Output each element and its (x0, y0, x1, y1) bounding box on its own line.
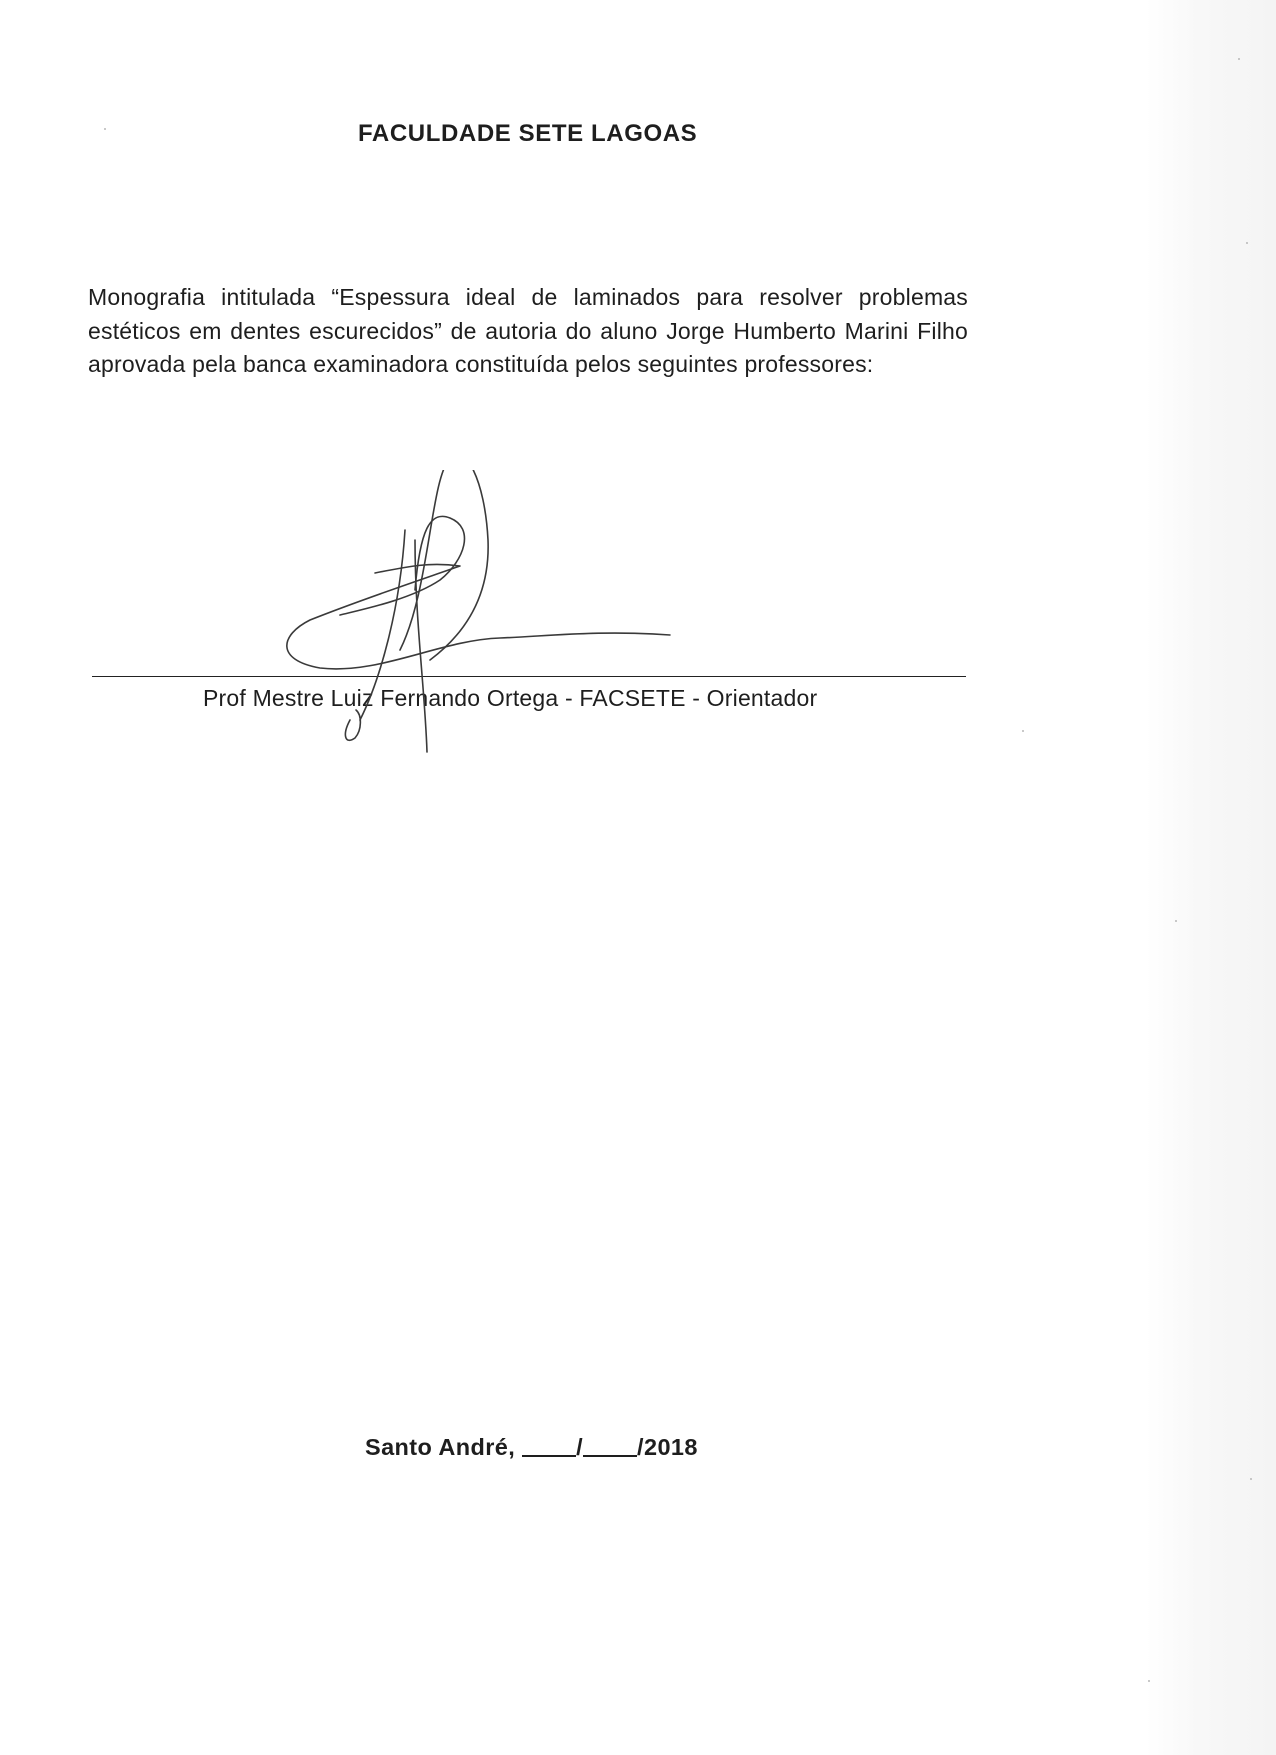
day-blank (522, 1455, 576, 1457)
date-separator: / (576, 1434, 584, 1460)
scan-edge-shadow (1146, 0, 1276, 1755)
scan-speck (1238, 58, 1240, 60)
month-blank (583, 1455, 637, 1457)
scan-speck (1022, 730, 1024, 732)
handwritten-signature (280, 470, 700, 760)
scan-speck (1148, 1680, 1150, 1682)
signature-stroke (360, 530, 405, 720)
scan-speck (104, 128, 106, 130)
signature-stroke (287, 564, 670, 669)
place-label: Santo André, (365, 1434, 516, 1460)
signature-stroke (345, 710, 360, 740)
approval-paragraph: Monografia intitulada “Espessura ideal de laminados para resolver problemas estéticos em dentes escurecidos” de autoria do aluno Jorge Humberto Marini Filho aprovada pela banca examinadora constituída pelos seguintes professores: (88, 284, 968, 377)
year-label: /2018 (637, 1434, 698, 1460)
scan-speck (1250, 1478, 1252, 1480)
scan-speck (1246, 242, 1248, 244)
institution-title: FACULDADE SETE LAGOAS (358, 120, 698, 147)
scan-speck (1175, 920, 1177, 922)
place-date-line (365, 1434, 698, 1461)
signatory-name: Prof Mestre Luiz Fernando Ortega - FACSETE - Orientador (203, 685, 818, 711)
